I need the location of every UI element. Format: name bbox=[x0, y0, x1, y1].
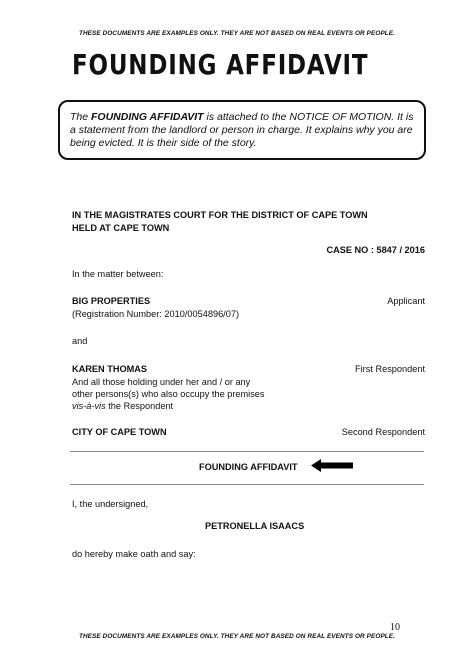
undersigned-text: I, the undersigned, bbox=[72, 499, 149, 509]
applicant-registration: (Registration Number: 2010/0054896/07) bbox=[72, 309, 240, 319]
divider-top bbox=[70, 451, 424, 452]
top-disclaimer: THESE DOCUMENTS ARE EXAMPLES ONLY. THEY ARE NOT BASED ON REAL EVENTS OR PEOPLE. bbox=[78, 30, 396, 37]
callout-emphasis: FOUNDING AFFIDAVIT bbox=[91, 111, 204, 123]
case-number: CASE NO : 5847 / 2016 bbox=[326, 245, 425, 255]
divider-bottom bbox=[70, 484, 424, 485]
page-title: FOUNDING AFFIDAVIT bbox=[72, 48, 369, 81]
vis-a-vis-term: vis-à-vis bbox=[72, 401, 106, 411]
applicant-name: BIG PROPERTIES bbox=[72, 296, 151, 306]
bottom-disclaimer: THESE DOCUMENTS ARE EXAMPLES ONLY. THEY ARE NOT BASED ON REAL EVENTS OR PEOPLE. bbox=[78, 633, 396, 640]
first-respondent-desc-1: And all those holding under her and / or any bbox=[72, 377, 251, 387]
explanation-callout bbox=[58, 100, 426, 160]
first-respondent-name: KAREN THOMAS bbox=[72, 364, 148, 374]
section-heading: FOUNDING AFFIDAVIT bbox=[199, 462, 298, 472]
applicant-role: Applicant bbox=[387, 296, 425, 306]
callout-text: is attached to the NOTICE OF MOTION. It is a statement from the landlord or person in charge. It explains why you are being evicted. It is their side of the story. bbox=[70, 111, 414, 149]
page-number: 10 bbox=[390, 622, 400, 633]
court-line-2: HELD AT CAPE TOWN bbox=[72, 223, 170, 233]
first-respondent-desc-3 bbox=[72, 400, 173, 413]
and-connector: and bbox=[72, 336, 88, 346]
first-respondent-desc-2: other persons(s) who also occupy the premises bbox=[72, 389, 265, 399]
court-line-1: IN THE MAGISTRATES COURT FOR THE DISTRICT OF CAPE TOWN bbox=[72, 210, 368, 220]
deponent-name: PETRONELLA ISAACS bbox=[205, 521, 305, 531]
first-respondent-role: First Respondent bbox=[355, 364, 425, 374]
oath-text: do hereby make oath and say: bbox=[72, 549, 196, 559]
first-respondent-desc-3-rest: the Respondent bbox=[105, 401, 174, 411]
matter-between: In the matter between: bbox=[72, 269, 164, 279]
arrow-left-icon bbox=[311, 459, 353, 472]
second-respondent-name: CITY OF CAPE TOWN bbox=[72, 427, 167, 437]
callout-intro: The bbox=[70, 111, 92, 123]
second-respondent-role: Second Respondent bbox=[341, 427, 425, 437]
